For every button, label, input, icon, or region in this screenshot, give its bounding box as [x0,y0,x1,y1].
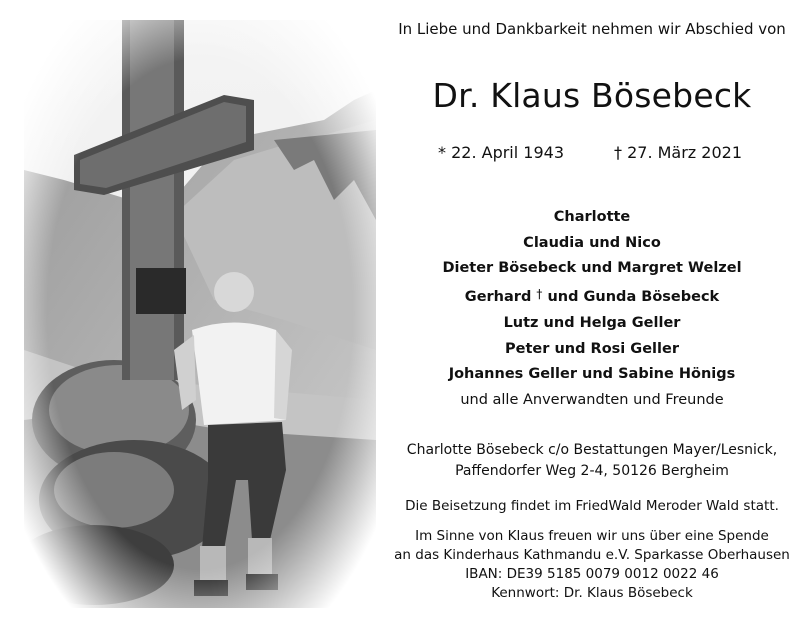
mourner-line: Claudia und Nico [523,234,661,251]
donation-line: Im Sinne von Klaus freuen wir uns über eine Spende [415,528,769,544]
mourner-name: und Gunda Bösebeck [542,289,720,306]
mourner-line: Johannes Geller und Sabine Hönigs [448,366,736,383]
intro-line: In Liebe und Dankbarkeit nehmen wir Abschied von [398,20,786,38]
address-line: Paffendorfer Weg 2-4, 50126 Bergheim [455,463,729,479]
burial-info: Die Beisetzung findet im FriedWald Meroder Wald statt. [405,498,779,514]
cross-icon: † [536,287,543,302]
mourner-line [392,282,792,311]
donation-line: Kennwort: Dr. Klaus Bösebeck [491,585,693,601]
contact-address [392,440,792,482]
memorial-photo [24,20,376,608]
donation-info [392,527,792,603]
mourner-line: und alle Anverwandten und Freunde [460,391,724,408]
mourner-line: Peter und Rosi Geller [505,340,679,357]
donation-line: an das Kinderhaus Kathmandu e.V. Sparkasse Oberhausen [394,547,790,563]
mourner-line: Dieter Bösebeck und Margret Welzel [442,260,742,277]
notice-text-column [392,0,792,624]
birth-date: * 22. April 1943 [438,143,564,162]
mourners-list [392,205,792,414]
donation-line: IBAN: DE39 5185 0079 0012 0022 46 [465,566,719,582]
death-date: † 27. März 2021 [614,143,743,162]
deceased-name: Dr. Klaus Bösebeck [432,76,752,115]
mourner-line: Lutz und Helga Geller [503,314,681,331]
mourner-line: Charlotte [553,209,631,225]
mourner-name: Gerhard [464,289,532,306]
address-line: Charlotte Bösebeck c/o Bestattungen Mayer/Lesnick, [406,442,778,458]
